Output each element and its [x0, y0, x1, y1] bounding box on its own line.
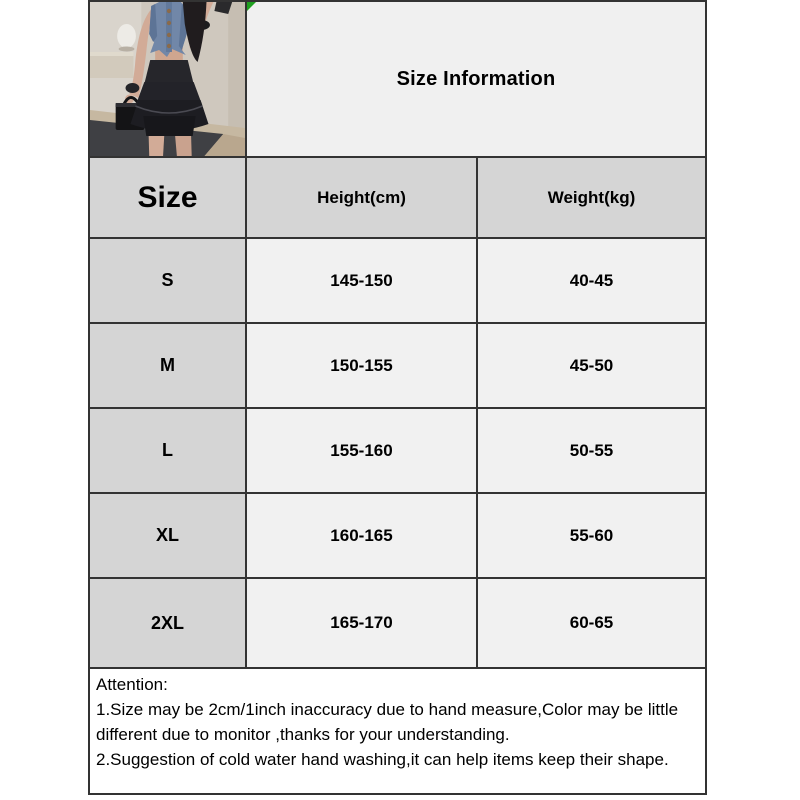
size-column-header-cell: [90, 158, 247, 237]
height-value: 165-170: [330, 613, 393, 632]
table-row: [90, 409, 705, 494]
page-title: Size Information: [396, 67, 556, 90]
weight-value: 45-50: [569, 355, 614, 375]
height-column-header: Height(cm): [317, 187, 406, 207]
attention-line-1: 1.Size may be 2cm/1inch inaccuracy due to hand measure,Color may be little different due to monitor ,thanks for your understanding.: [96, 700, 679, 744]
height-column-header-cell: [247, 158, 478, 237]
attention-heading: Attention:: [96, 675, 168, 694]
height-value: 155-160: [330, 440, 393, 460]
weight-cell: [478, 324, 705, 407]
table-row: [90, 324, 705, 409]
height-value: 160-165: [330, 525, 393, 545]
weight-cell: [478, 409, 705, 492]
height-cell: [247, 409, 478, 492]
size-value: S: [161, 270, 174, 290]
product-photo-illustration: [90, 2, 245, 156]
size-value: L: [162, 440, 173, 460]
size-cell: [90, 239, 247, 322]
green-corner-marker-icon: [247, 2, 256, 11]
table-row: [90, 494, 705, 579]
product-photo: [90, 2, 247, 156]
height-value: 145-150: [330, 270, 393, 290]
size-cell: [90, 494, 247, 577]
attention-note: [90, 669, 705, 793]
weight-value: 55-60: [569, 525, 614, 545]
height-cell: [247, 494, 478, 577]
table-row: [90, 239, 705, 324]
size-value: XL: [155, 525, 179, 545]
size-information-header-cell: [247, 2, 705, 156]
weight-value: 40-45: [569, 270, 614, 290]
size-column-header: Size: [137, 180, 198, 214]
weight-column-header-cell: [478, 158, 705, 237]
weight-cell: [478, 494, 705, 577]
size-chart-sheet: [88, 0, 707, 795]
height-cell: [247, 579, 478, 667]
size-value: 2XL: [150, 612, 184, 633]
weight-cell: [478, 239, 705, 322]
weight-value: 50-55: [569, 440, 614, 460]
size-value: M: [160, 355, 175, 375]
size-cell: [90, 579, 247, 667]
height-value: 150-155: [330, 355, 393, 375]
table-row: [90, 579, 705, 669]
weight-cell: [478, 579, 705, 667]
attention-line-2: 2.Suggestion of cold water hand washing,it can help items keep their shape.: [96, 750, 669, 769]
height-cell: [247, 239, 478, 322]
height-cell: [247, 324, 478, 407]
size-cell: [90, 324, 247, 407]
table-header-row: [90, 158, 705, 239]
size-cell: [90, 409, 247, 492]
weight-value: 60-65: [569, 613, 614, 632]
weight-column-header: Weight(kg): [547, 187, 636, 207]
top-row: [90, 2, 705, 158]
